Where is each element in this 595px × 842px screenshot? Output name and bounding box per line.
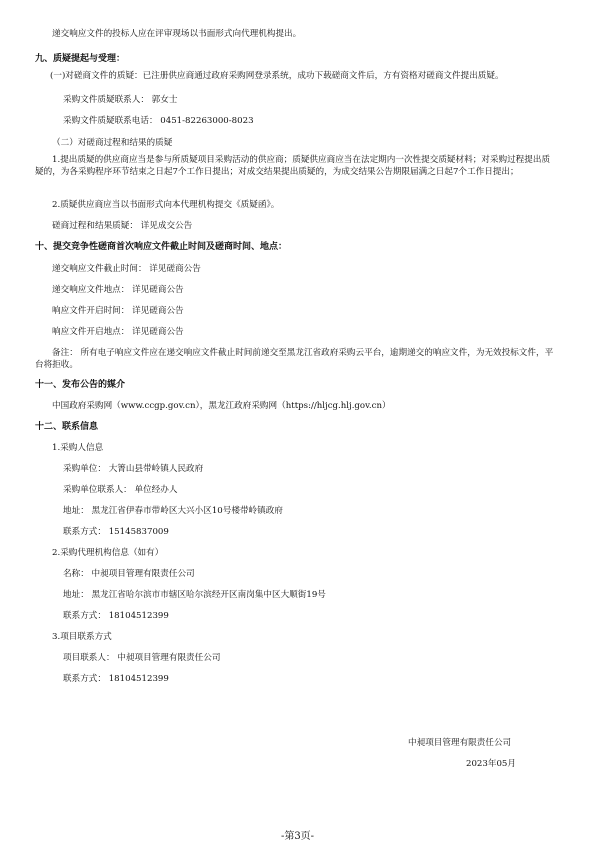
signature-org: 中昶项目管理有限责任公司 [408, 738, 512, 748]
buyer-title: 1.采购人信息 [52, 443, 104, 453]
page-number: -第3页- [280, 831, 315, 842]
section9-para2: 2.质疑供应商应当以书面形式向本代理机构提交《质疑函》。 [52, 200, 280, 210]
section11-media: 中国政府采购网（www.ccgp.gov.cn），黑龙江政府采购网（https://hljcg.hlj.gov.cn） [52, 401, 391, 411]
section10-item: 递交响应文件截止时间： 详见磋商公告 [52, 264, 201, 274]
buyer-line: 联系方式： 15145837009 [63, 527, 169, 537]
section10-item: 递交响应文件地点： 详见磋商公告 [52, 285, 184, 295]
buyer-line: 地址： 黑龙江省伊春市带岭区大兴小区10号楼带岭镇政府 [63, 506, 283, 516]
section9-heading: 九、质疑提起与受理： [35, 54, 126, 64]
section11-heading: 十一、发布公告的媒介 [35, 380, 126, 390]
project-line: 联系方式： 18104512399 [63, 674, 169, 684]
agency-line: 地址： 黑龙江省哈尔滨市市辖区哈尔滨经开区南岗集中区大顺街19号 [63, 590, 326, 600]
agency-line: 联系方式： 18104512399 [63, 611, 169, 621]
buyer-line: 采购单位： 大箐山县带岭镇人民政府 [63, 464, 204, 474]
signature-date: 2023年05月 [466, 759, 516, 769]
intro-line: 递交响应文件的投标人应在评审现场以书面形式向代理机构提出。 [52, 29, 302, 39]
section9-para1: 1.提出质疑的供应商应当是参与所质疑项目采购活动的供应商；质疑供应商应当在法定期内一次性提交质疑材料；对采购过程提出质疑的，为各采购程序环节结束之日起7个工作日提出；对成交结果提出质疑的，为成交结果公告期限届满之日起7个工作日提出； [35, 155, 551, 177]
section9-phone: 采购文件质疑联系电话： 0451-82263000-8023 [63, 116, 254, 126]
buyer-line: 采购单位联系人： 单位经办人 [63, 485, 178, 495]
agency-line: 名称： 中昶项目管理有限责任公司 [63, 569, 195, 579]
section9-contact: 采购文件质疑联系人： 郭女士 [63, 95, 178, 105]
section9-sub2: （二）对磋商过程和结果的质疑 [52, 138, 173, 148]
project-title: 3.项目联系方式 [52, 632, 112, 642]
section10-note: 备注： 所有电子响应文件应在递交响应文件截止时间前递交至黑龙江省政府采购云平台，逾期递交的响应文件，为无效投标文件，平台将拒收。 [35, 348, 554, 370]
section9-result: 磋商过程和结果质疑： 详见成交公告 [52, 221, 193, 231]
section10-item: 响应文件开启时间： 详见磋商公告 [52, 306, 184, 316]
project-line: 项目联系人： 中昶项目管理有限责任公司 [63, 653, 221, 663]
section9-sub1: (一)对磋商文件的质疑：已注册供应商通过政府采购网登录系统，成功下载磋商文件后，方有资格对磋商文件提出质疑。 [50, 71, 504, 81]
section10-heading: 十、提交竞争性磋商首次响应文件截止时间及磋商时间、地点： [35, 242, 288, 252]
section10-item: 响应文件开启地点： 详见磋商公告 [52, 327, 184, 337]
section12-heading: 十二、联系信息 [35, 422, 99, 432]
agency-title: 2.采购代理机构信息（如有） [52, 548, 164, 558]
